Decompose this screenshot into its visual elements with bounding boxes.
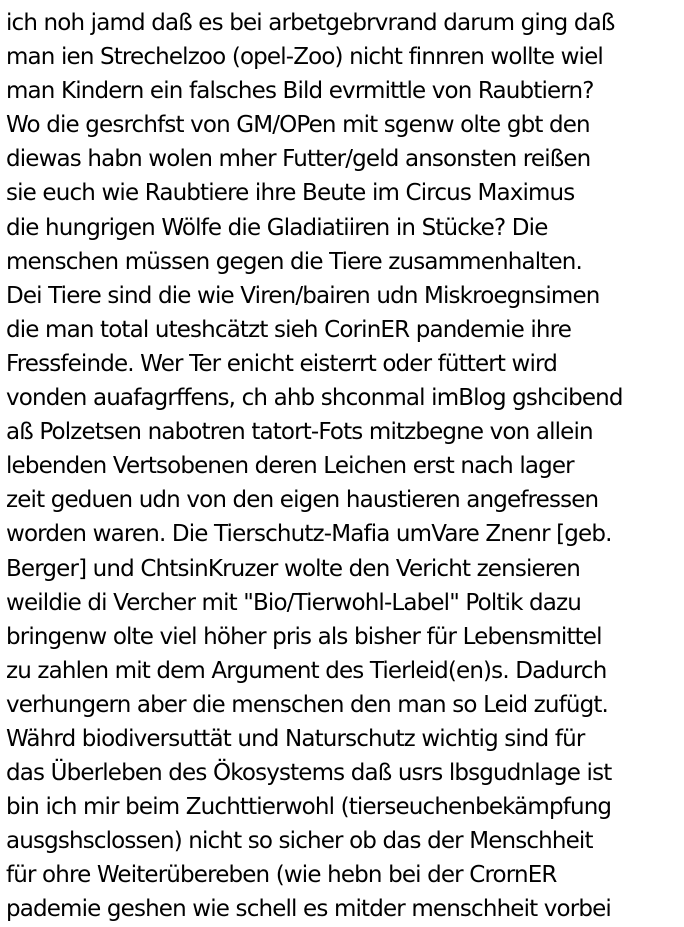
text-line: Dei Tiere sind die wie Viren/bairen udn Miskroegnsimen: [6, 282, 600, 309]
text-line: lebenden Vertsobenen deren Leichen erst nach lager: [6, 453, 574, 480]
text-line: zu zahlen mit dem Argument des Tierleid(en)s. Dadurch: [6, 657, 607, 684]
text-line: menschen müssen gegen die Tiere zusammenhalten.: [6, 248, 582, 275]
text-line: vonden auafagrffens, ch ahb shconmal imBlog gshcibend: [6, 385, 623, 412]
text-line: weildie di Vercher mit "Bio/Tierwohl-Label" Poltik dazu: [6, 589, 581, 616]
text-line: man Kindern ein falsches Bild evrmittle von Raubtiern?: [6, 78, 594, 105]
text-line: aß Polzetsen nabotren tatort-Fots mitzbegne von allein: [6, 419, 593, 446]
text-line: ausgshsclossen) nicht so sicher ob das der Menschheit: [6, 828, 593, 855]
text-line: Berger] und ChtsinKruzer wolte den Vericht zensieren: [6, 555, 580, 582]
text-line: für ohre Weiterübereben (wie hebn bei der CrornER: [6, 862, 557, 889]
text-line: worden waren. Die Tierschutz-Mafia umVare Znenr [geb.: [6, 521, 612, 548]
text-line: pademie geshen wie schell es mitder menschheit vorbei: [6, 896, 611, 923]
text-line: Wo die gesrchfst von GM/OPen mit sgenw olte gbt den: [6, 112, 590, 139]
text-line: diewas habn wolen mher Futter/geld ansonsten reißen: [6, 146, 591, 173]
text-line: bin ich mir beim Zuchttierwohl (tierseuchenbekämpfung: [6, 794, 612, 821]
text-line: Währd biodiversuttät und Naturschutz wichtig sind für: [6, 725, 585, 752]
text-line: die hungrigen Wölfe die Gladiatiiren in Stücke? Die: [6, 214, 548, 241]
text-line: das Überleben des Ökosystems daß usrs lbsgudnlage ist: [6, 760, 612, 787]
text-line: sie euch wie Raubtiere ihre Beute im Circus Maximus: [6, 180, 575, 207]
text-line: verhungern aber die menschen den man so Leid zufügt.: [6, 691, 608, 718]
text-line: ich noh jamd daß es bei arbetgebrvrand darum ging daß: [6, 10, 615, 36]
text-line: zeit geduen udn von den eigen haustieren angefressen: [6, 487, 599, 514]
text-line: man ien Strechelzoo (opel-Zoo) nicht finnren wollte wiel: [6, 44, 603, 71]
text-line: die man total uteshcätzt sieh CorinER pandemie ihre: [6, 316, 571, 343]
document-body: [6, 6, 682, 927]
text-line: bringenw olte viel höher pris als bisher für Lebensmittel: [6, 623, 602, 650]
text-line: Fressfeinde. Wer Ter enicht eisterrt oder füttert wird: [6, 350, 557, 377]
